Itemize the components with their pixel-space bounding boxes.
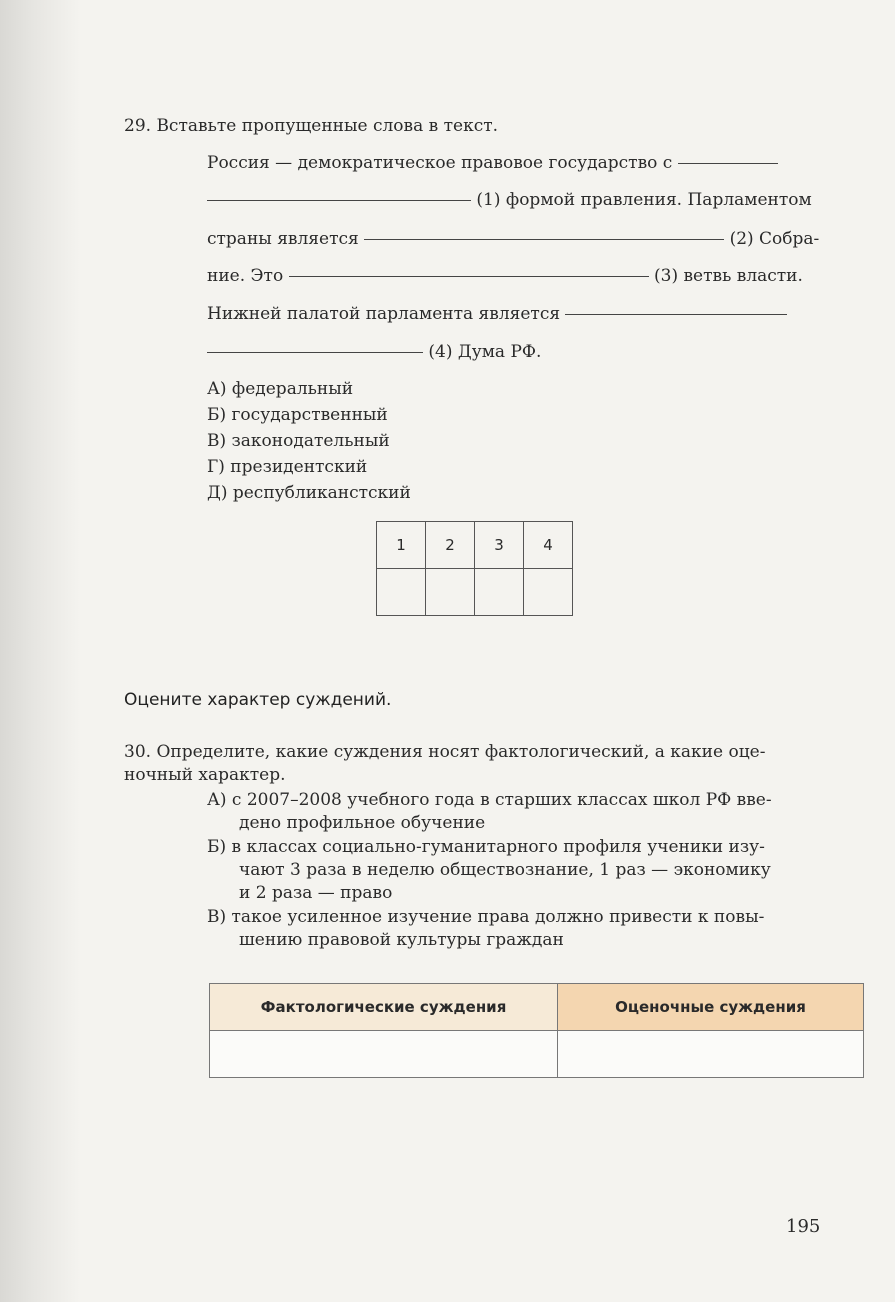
- judgments-answer-row: [210, 1031, 864, 1078]
- q29-line-4a-text: ние. Это: [207, 266, 284, 286]
- answer-cell-4[interactable]: [524, 569, 573, 616]
- q30-item-a: [207, 789, 867, 835]
- q30-item-a-line-1: А) с 2007–2008 учебного года в старших классах школ РФ вве-: [207, 790, 772, 810]
- option-v: В) законодательный: [207, 431, 390, 451]
- q30-title-line-2: ночный характер.: [124, 765, 286, 785]
- q29-line-3b-text: (2) Собра-: [729, 229, 820, 249]
- q30-item-b-line-2: чают 3 раза в неделю обществознание, 1 раз — экономику: [239, 860, 771, 880]
- question-30: [124, 741, 864, 787]
- q29-line-3a-text: страны является: [207, 229, 359, 249]
- answer-input-row: [377, 569, 573, 616]
- q29-line-2: [207, 190, 812, 210]
- blank-4a[interactable]: [565, 313, 787, 315]
- answer-col-3: 3: [475, 522, 524, 569]
- scan-shadow: [0, 0, 80, 1302]
- answer-col-4: 4: [524, 522, 573, 569]
- factual-judgments-header: Фактологические суждения: [210, 984, 558, 1031]
- answer-col-2: 2: [426, 522, 475, 569]
- answer-cell-2[interactable]: [426, 569, 475, 616]
- q29-line-6: [207, 342, 541, 362]
- q29-line-5-text: Нижней палатой парламента является: [207, 304, 561, 324]
- option-d: Д) республиканстский: [207, 483, 411, 503]
- blank-1b[interactable]: [207, 199, 471, 201]
- q29-line-1-text: Россия — демократическое правовое государство с: [207, 153, 673, 173]
- blank-4b[interactable]: [207, 351, 423, 353]
- q29-line-3: [207, 229, 819, 249]
- option-b: Б) государственный: [207, 405, 388, 425]
- q30-item-b-line-3: и 2 раза — право: [239, 883, 393, 903]
- blank-1a[interactable]: [678, 162, 778, 164]
- q29-line-2-text: (1) формой правления. Парламентом: [476, 190, 812, 210]
- q29-line-6-text: (4) Дума РФ.: [428, 342, 542, 362]
- blank-2[interactable]: [364, 238, 724, 240]
- q29-line-4b-text: (3) ветвь власти.: [654, 266, 803, 286]
- factual-judgments-cell[interactable]: [210, 1031, 558, 1078]
- q29-line-1: [207, 153, 778, 173]
- blank-3[interactable]: [289, 275, 649, 277]
- q30-items: [207, 789, 867, 952]
- q29-options: [207, 376, 411, 506]
- answer-cell-3[interactable]: [475, 569, 524, 616]
- q29-line-4: [207, 266, 803, 286]
- q30-item-v-line-1: В) такое усиленное изучение права должно привести к повы-: [207, 907, 765, 927]
- answer-col-1: 1: [377, 522, 426, 569]
- q30-item-a-line-2: дено профильное обучение: [239, 813, 486, 833]
- judgments-table: [209, 983, 864, 1078]
- evaluative-judgments-header: Оценочные суждения: [558, 984, 864, 1031]
- answer-cell-1[interactable]: [377, 569, 426, 616]
- q30-item-v: [207, 906, 867, 952]
- evaluative-judgments-cell[interactable]: [558, 1031, 864, 1078]
- option-g: Г) президентский: [207, 457, 368, 477]
- option-a: А) федеральный: [207, 379, 354, 399]
- judgments-header-row: [210, 984, 864, 1031]
- q30-item-b: [207, 836, 867, 905]
- q30-title-line-1: 30. Определите, какие суждения носят фактологический, а какие оце-: [124, 742, 766, 762]
- question-29-title: 29. Вставьте пропущенные слова в текст.: [124, 116, 499, 136]
- section-heading: Оцените характер суждений.: [124, 690, 392, 710]
- answer-header-row: [377, 522, 573, 569]
- q29-answer-table: [376, 521, 573, 616]
- q30-item-v-line-2: шению правовой культуры граждан: [239, 930, 564, 950]
- q30-item-b-line-1: Б) в классах социально-гуманитарного профиля ученики изу-: [207, 837, 765, 857]
- page-number: 195: [786, 1216, 821, 1237]
- q29-line-5: [207, 304, 787, 324]
